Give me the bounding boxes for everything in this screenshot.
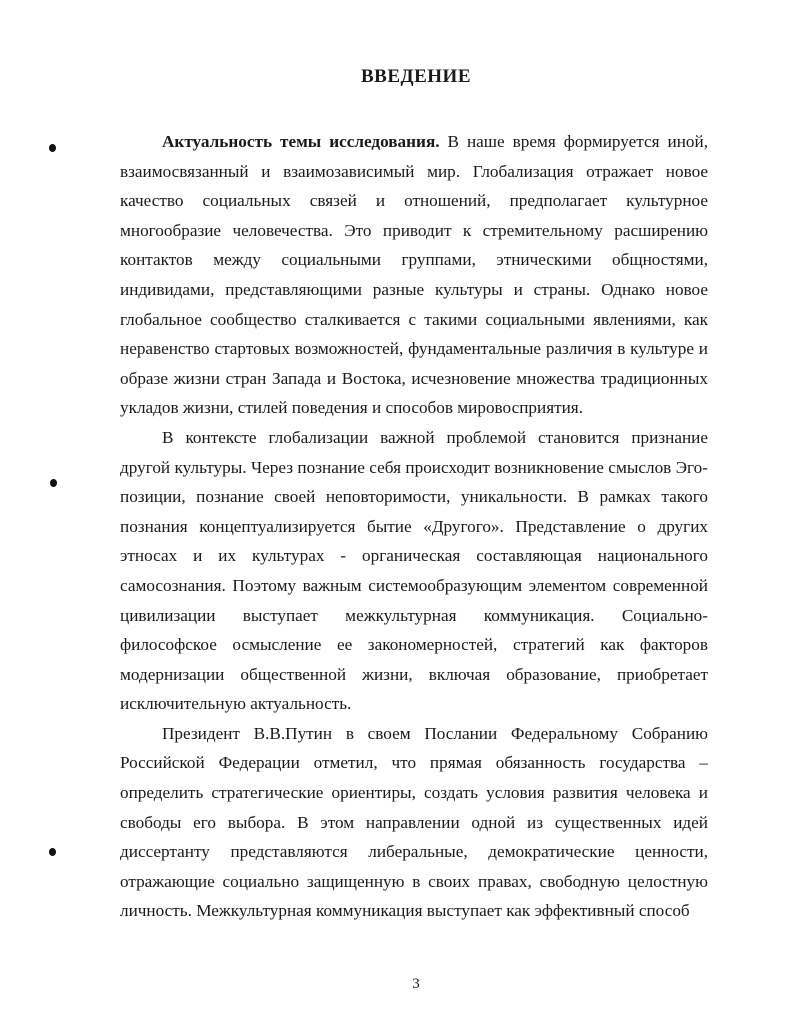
- margin-dot-mark: [49, 144, 56, 152]
- paragraph-relevance: [120, 127, 708, 423]
- paragraph-globalization: В контексте глобализации важной проблемой становится признание другой культуры. Через познание себя происходит возникновение смыслов Эго-позиции, познание своей неповторимости, уникальности. В рамках такого познания концептуализируется бытие «Другого». Представление о других этносах и их культурах - органическая составляющая национального самосознания. Поэтому важным системообразующим элементом современной цивилизации выступает межкультурная коммуникация. Социально-философское осмысление ее закономерностей, стратегий как факторов модернизации общественной жизни, включая образование, приобретает исключительную актуальность.: [120, 427, 708, 714]
- margin-dot-mark: [49, 848, 56, 856]
- page-title: ВВЕДЕНИЕ: [361, 66, 471, 87]
- page-number: 3: [412, 976, 420, 992]
- paragraph-lead-heading: Актуальность темы исследования.: [162, 132, 440, 151]
- margin-dot-mark: [50, 479, 57, 487]
- paragraph-president: Президент В.В.Путин в своем Послании Федеральному Собранию Российской Федерации отметил, что прямая обязанность государства – определить стратегические ориентиры, создать условия развития человека и свободы его выбора. В этом направлении одной из существенных идей диссертанту представляются либеральные, демократические ценности, отражающие социально защищенную в своих правах, свободную целостную личность. Межкультурная коммуникация выступает как эффективный способ: [120, 723, 708, 921]
- paragraph-text: В наше время формируется иной, взаимосвязанный и взаимозависимый мир. Глобализация отражает новое качество социальных связей и отношений, предполагает культурное многообразие человечества. Это приводит к стремительному расширению контактов между социальными группами, этническими общностями, индивидами, представляющими разные культуры и страны. Однако новое глобальное сообщество сталкивается с такими социальными явлениями, как неравенство стартовых возможностей, фундаментальные различия в культуре и образе жизни стран Запада и Востока, исчезновение множества традиционных укладов жизни, стилей поведения и способов мировосприятия.: [120, 132, 708, 418]
- body-text: [120, 127, 708, 926]
